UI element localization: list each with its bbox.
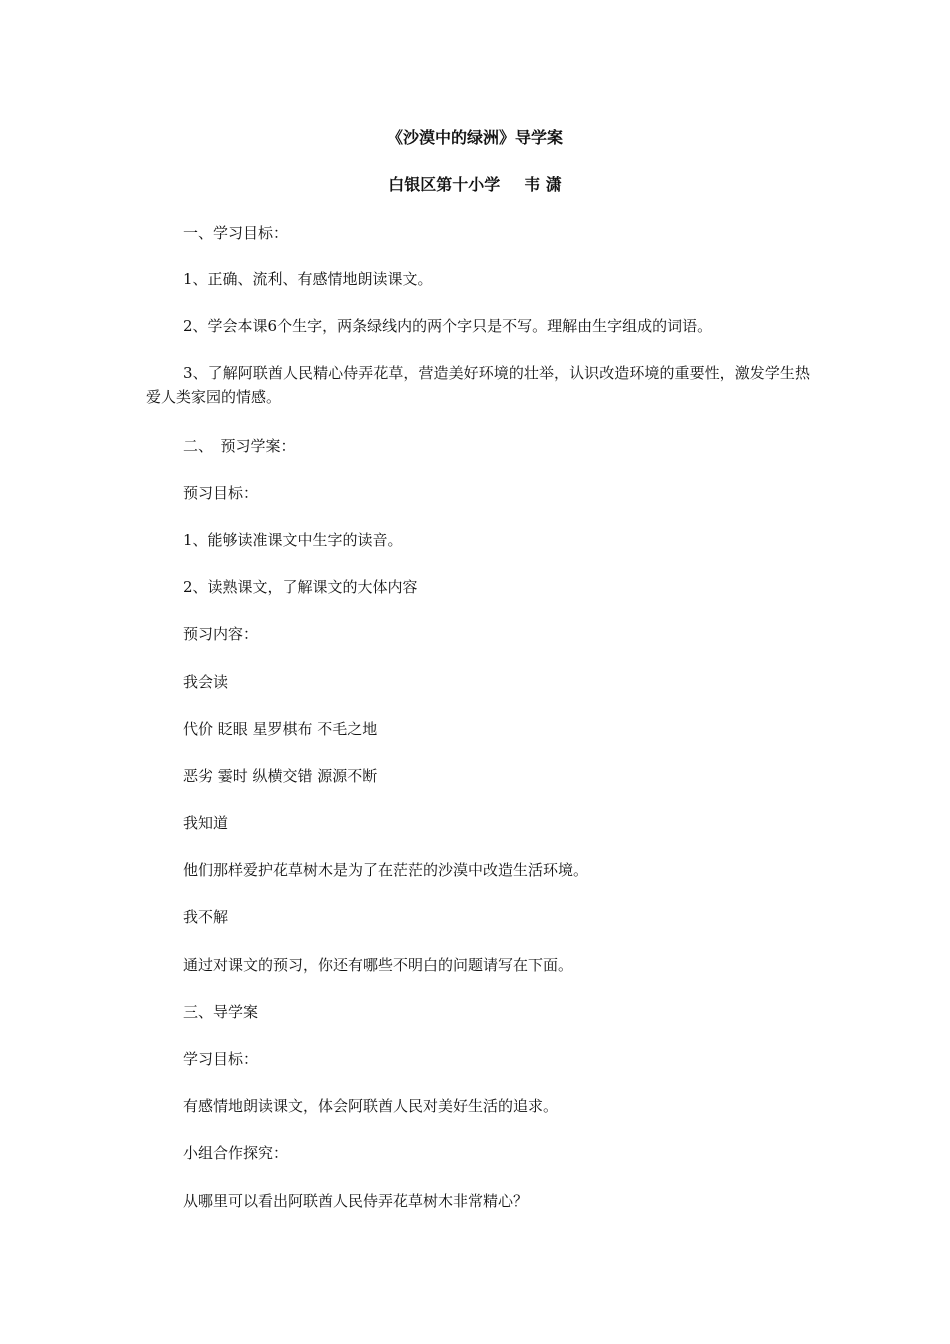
subheading: 我会读 bbox=[183, 673, 229, 691]
objective-item: 2、学会本课6个生字，两条绿线内的两个字只是不写。理解由生字组成的词语。 bbox=[183, 317, 713, 335]
list-item: 1、能够读准课文中生字的读音。 bbox=[183, 531, 403, 549]
subheading: 预习目标： bbox=[183, 484, 259, 502]
vocabulary-line: 恶劣 霎时 纵横交错 源源不断 bbox=[183, 767, 378, 785]
subheading: 小组合作探究： bbox=[183, 1144, 289, 1162]
paragraph: 通过对课文的预习，你还有哪些不明白的问题请写在下面。 bbox=[183, 956, 574, 974]
subheading: 预习内容： bbox=[183, 625, 259, 643]
list-item: 2、读熟课文，了解课文的大体内容 bbox=[183, 578, 418, 596]
objective-item: 1、正确、流利、有感情地朗读课文。 bbox=[183, 270, 433, 288]
section-heading-guide: 三、导学案 bbox=[183, 1003, 259, 1021]
section-heading-objectives: 一、学习目标： bbox=[183, 224, 289, 242]
school-name: 白银区第十小学 bbox=[388, 175, 501, 194]
author-name: 韦 潇 bbox=[524, 175, 562, 194]
paragraph: 从哪里可以看出阿联酋人民侍弄花草树木非常精心？ bbox=[183, 1192, 529, 1210]
author-line bbox=[0, 175, 950, 195]
subheading: 我不解 bbox=[183, 908, 229, 926]
paragraph: 有感情地朗读课文，体会阿联酋人民对美好生活的追求。 bbox=[183, 1097, 559, 1115]
document-title: 《沙漠中的绿洲》导学案 bbox=[386, 128, 563, 147]
vocabulary-line: 代价 眨眼 星罗棋布 不毛之地 bbox=[183, 720, 378, 738]
subheading: 学习目标： bbox=[183, 1050, 259, 1068]
objective-item: 3、了解阿联酋人民精心侍弄花草，营造美好环境的壮举，认识改造环境的重要性，激发学生热爱人类家园的情感。 bbox=[146, 364, 810, 406]
section-heading-preview: 二、 预习学案： bbox=[183, 437, 296, 455]
subheading: 我知道 bbox=[183, 814, 229, 832]
paragraph: 他们那样爱护花草树木是为了在茫茫的沙漠中改造生活环境。 bbox=[183, 861, 589, 879]
